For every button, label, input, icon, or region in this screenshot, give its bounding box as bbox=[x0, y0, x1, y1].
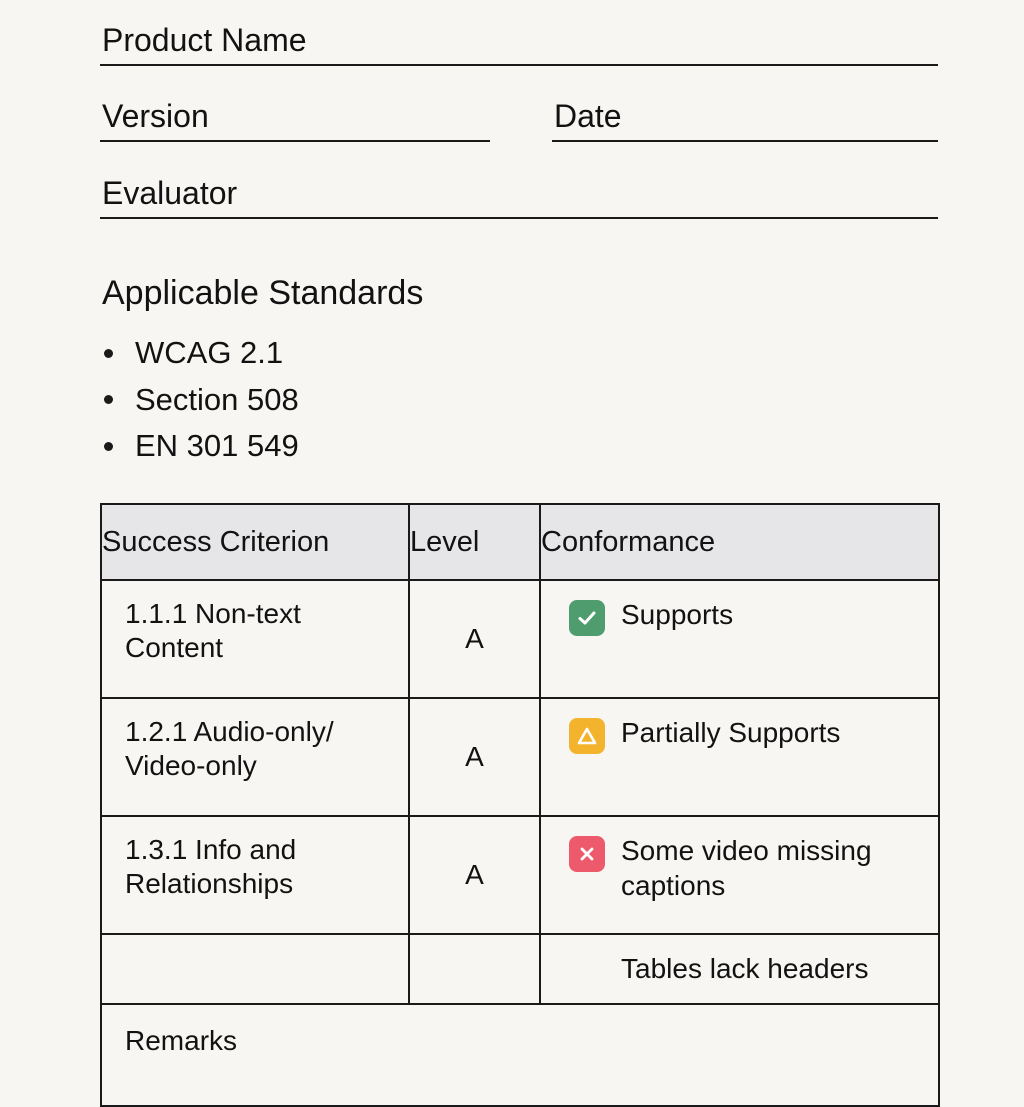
conformance-cell bbox=[540, 580, 939, 698]
conformance-text: Partially Supports bbox=[621, 717, 841, 748]
table-header-row bbox=[101, 504, 939, 580]
table-row bbox=[101, 580, 939, 698]
criterion-cell bbox=[101, 816, 409, 934]
criterion-line: Video-only bbox=[125, 750, 257, 782]
conformance-cell bbox=[540, 816, 939, 934]
conformance-line: Some video missing bbox=[621, 835, 872, 866]
criterion-cell bbox=[101, 698, 409, 816]
date-field[interactable] bbox=[552, 96, 938, 142]
evaluator-label: Evaluator bbox=[102, 175, 238, 211]
standard-item bbox=[100, 330, 299, 377]
bullet-icon bbox=[104, 349, 113, 358]
product-name-label: Product Name bbox=[102, 22, 307, 58]
level-cell: A bbox=[409, 580, 540, 698]
warning-icon bbox=[569, 718, 605, 754]
remarks-label: Remarks bbox=[101, 1004, 939, 1106]
conformance-note: Tables lack headers bbox=[540, 934, 939, 1004]
standards-list bbox=[100, 330, 299, 470]
conformance-text bbox=[621, 833, 872, 903]
product-name-field[interactable] bbox=[100, 20, 938, 66]
empty-cell bbox=[409, 934, 540, 1004]
bullet-icon bbox=[104, 395, 113, 404]
evaluator-field[interactable] bbox=[100, 173, 938, 219]
header-conformance: Conformance bbox=[540, 504, 939, 580]
standard-label: WCAG 2.1 bbox=[135, 335, 284, 371]
table-row bbox=[101, 934, 939, 1004]
table-row bbox=[101, 816, 939, 934]
conformance-text: Supports bbox=[621, 599, 734, 630]
criterion-line: 1.2.1 Audio-only/ bbox=[125, 716, 334, 747]
standard-label: EN 301 549 bbox=[135, 428, 299, 464]
level-cell: A bbox=[409, 698, 540, 816]
criterion-line: 1.1.1 Non-text bbox=[125, 598, 301, 629]
x-icon bbox=[569, 836, 605, 872]
bullet-icon bbox=[104, 442, 113, 451]
criterion-cell bbox=[101, 580, 409, 698]
criterion-line: Relationships bbox=[125, 868, 294, 900]
check-icon bbox=[569, 600, 605, 636]
version-label: Version bbox=[102, 98, 209, 134]
conformance-cell bbox=[540, 698, 939, 816]
criterion-line: Content bbox=[125, 632, 224, 664]
standard-item bbox=[100, 423, 299, 470]
standards-heading: Applicable Standards bbox=[102, 274, 424, 312]
empty-cell bbox=[101, 934, 409, 1004]
conformance-line: captions bbox=[621, 870, 726, 901]
header-success-criterion: Success Criterion bbox=[101, 504, 409, 580]
standard-label: Section 508 bbox=[135, 381, 299, 417]
level-cell: A bbox=[409, 816, 540, 934]
date-label: Date bbox=[554, 98, 622, 134]
conformance-table bbox=[100, 503, 940, 1107]
header-level: Level bbox=[409, 504, 540, 580]
table-row bbox=[101, 698, 939, 816]
remarks-row bbox=[101, 1004, 939, 1106]
version-field[interactable] bbox=[100, 96, 490, 142]
criterion-line: 1.3.1 Info and bbox=[125, 834, 297, 865]
standard-item bbox=[100, 377, 299, 424]
